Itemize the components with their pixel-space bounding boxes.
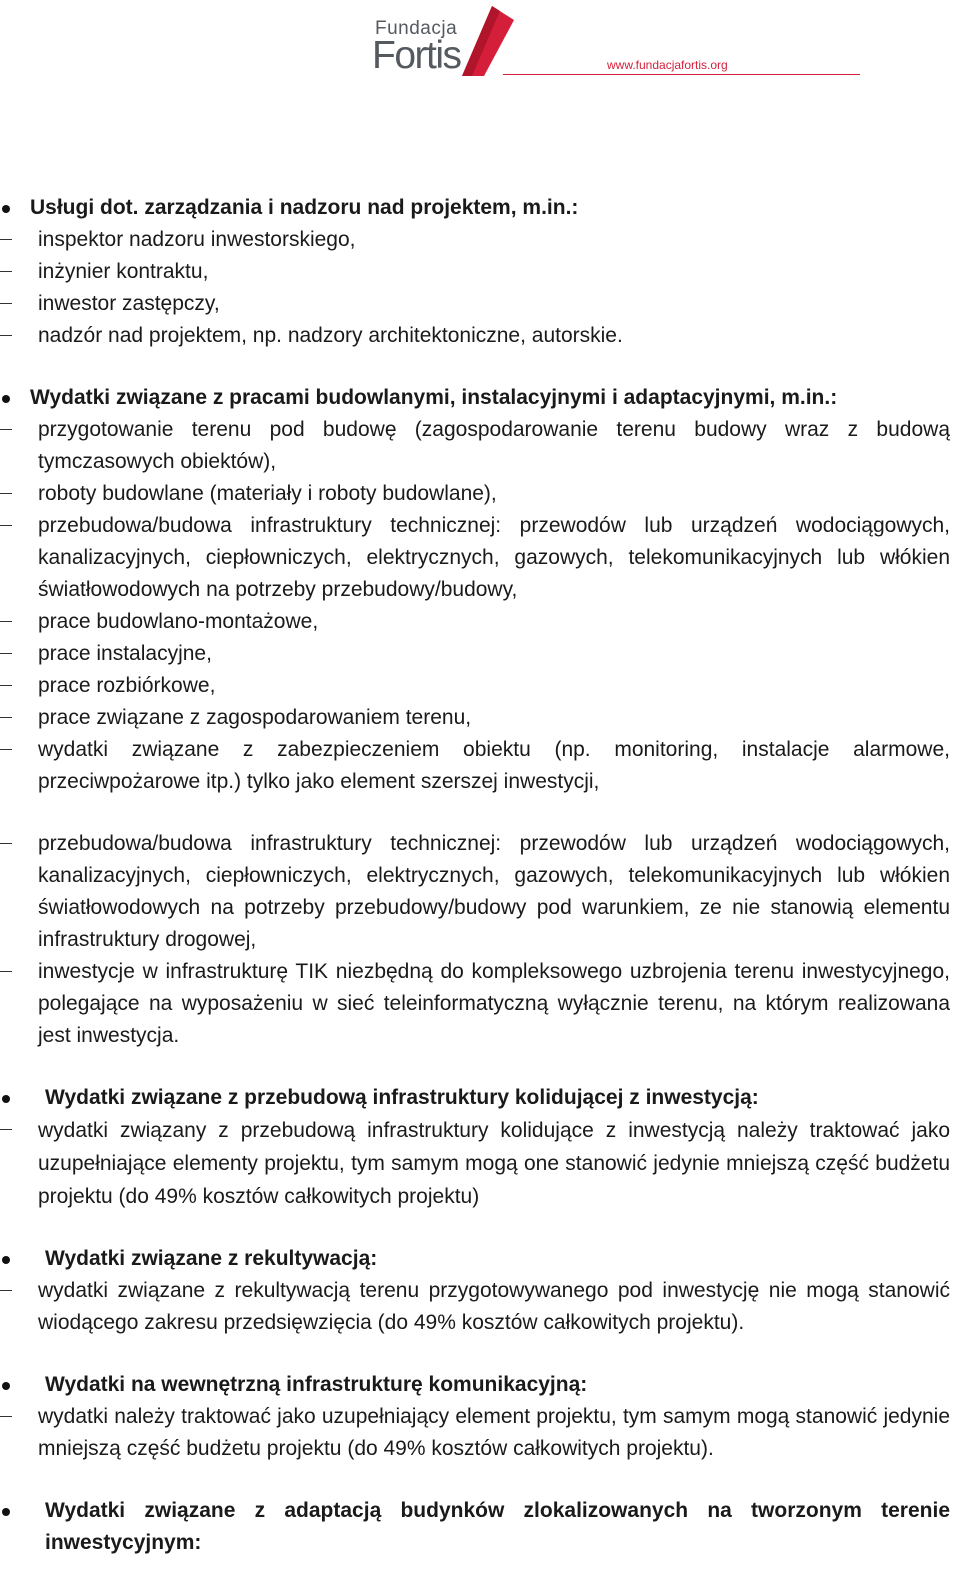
dash-icon	[0, 271, 12, 272]
list-item: prace budowlano-montażowe,	[0, 606, 960, 638]
logo-text-fundacja: Fundacja	[375, 18, 458, 39]
section-heading: Wydatki na wewnętrzną infrastrukturę komunikacyjną:	[0, 1369, 960, 1401]
document-body	[0, 192, 960, 1589]
list-item: prace instalacyjne,	[0, 638, 960, 670]
website-link[interactable]: www.fundacjafortis.org	[607, 58, 728, 72]
section-heading: Wydatki związane z przebudową infrastruktury kolidującej z inwestycją:	[0, 1082, 960, 1114]
section-heading: Wydatki związane z rekultywacją:	[0, 1243, 960, 1275]
dash-icon	[0, 429, 12, 430]
section-construction-works	[0, 382, 960, 1052]
bullet-icon	[2, 1095, 10, 1103]
list-item: wydatki związane z zabezpieczeniem obiektu (np. monitoring, instalacje alarmowe, przeciwpożarowe itp.) tylko jako element szerszej inwestycji,	[0, 734, 960, 798]
list-item: nadzór nad projektem, np. nadzory architektoniczne, autorskie.	[0, 320, 960, 352]
list-item: wydatki związane z rekultywacją terenu przygotowywanego pod inwestycję nie mogą stanowić wiodącego zakresu przedsięwzięcia (do 49% kosztów całkowitych projektu).	[0, 1275, 960, 1339]
bullet-icon	[2, 1256, 10, 1264]
dash-icon	[0, 525, 12, 526]
section-building-adaptation	[0, 1495, 960, 1559]
paragraph-gap	[0, 798, 960, 828]
section-reclamation	[0, 1243, 960, 1339]
list-item: przebudowa/budowa infrastruktury technicznej: przewodów lub urządzeń wodociągowych, kanalizacyjnych, ciepłowniczych, elektrycznych, gazowych, telekomunikacyjnych lub włókien światłowodowych na potrzeby przebudowy/budowy pod warunkiem, ze nie stanowią elementu infrastruktury drogowej,	[0, 828, 960, 956]
list-item: prace związane z zagospodarowaniem terenu,	[0, 702, 960, 734]
dash-icon	[0, 303, 12, 304]
dash-icon	[0, 1416, 12, 1417]
dash-icon	[0, 1129, 12, 1130]
list-item: inspektor nadzoru inwestorskiego,	[0, 224, 960, 256]
dash-icon	[0, 685, 12, 686]
dash-icon	[0, 717, 12, 718]
list-item: inwestor zastępczy,	[0, 288, 960, 320]
list-item: inżynier kontraktu,	[0, 256, 960, 288]
list-item: wydatki związany z przebudową infrastruktury kolidujące z inwestycją należy traktować jako uzupełniające elementy projektu, tym samym mogą one stanowić jedynie mniejszą część budżetu projektu (do 49% kosztów całkowitych projektu)	[0, 1114, 960, 1213]
bullet-icon	[2, 1382, 10, 1390]
section-internal-communication-infrastructure	[0, 1369, 960, 1465]
dash-icon	[0, 335, 12, 336]
bullet-icon	[2, 205, 10, 213]
bullet-icon	[2, 1508, 10, 1516]
dash-icon	[0, 749, 12, 750]
fundacja-fortis-logo	[372, 4, 872, 84]
dash-icon	[0, 493, 12, 494]
list-item: przebudowa/budowa infrastruktury technicznej: przewodów lub urządzeń wodociągowych, kanalizacyjnych, ciepłowniczych, elektrycznych, gazowych, telekomunikacyjnych lub włókien światłowodowych na potrzeby przebudowy/budowy,	[0, 510, 960, 606]
list-item: przygotowanie terenu pod budowę (zagospodarowanie terenu budowy wraz z budową tymczasowych obiektów),	[0, 414, 960, 478]
bullet-icon	[2, 395, 10, 403]
section-heading: Usługi dot. zarządzania i nadzoru nad projektem, m.in.:	[0, 192, 960, 224]
dash-icon	[0, 1290, 12, 1291]
section-colliding-infrastructure	[0, 1082, 960, 1213]
list-item: roboty budowlane (materiały i roboty budowlane),	[0, 478, 960, 510]
section-management-services	[0, 192, 960, 352]
dash-icon	[0, 843, 12, 844]
section-heading: Wydatki związane z adaptacją budynków zlokalizowanych na tworzonym terenie inwestycyjnym:	[0, 1495, 960, 1559]
dash-icon	[0, 239, 12, 240]
header-divider	[503, 74, 860, 75]
list-item: inwestycje w infrastrukturę TIK niezbędną do kompleksowego uzbrojenia terenu inwestycyjnego, polegające na wyposażeniu w sieć teleinformatyczną wyłącznie terenu, na którym realizowana jest inwestycja.	[0, 956, 960, 1052]
list-item: prace rozbiórkowe,	[0, 670, 960, 702]
dash-icon	[0, 621, 12, 622]
dash-icon	[0, 971, 12, 972]
dash-icon	[0, 653, 12, 654]
list-item: wydatki należy traktować jako uzupełniający element projektu, tym samym mogą stanowić jedynie mniejszą część budżetu projektu (do 49% kosztów całkowitych projektu).	[0, 1401, 960, 1465]
logo-text-fortis: Fortis	[372, 34, 461, 77]
section-heading: Wydatki związane z pracami budowlanymi, instalacyjnymi i adaptacyjnymi, m.in.:	[0, 382, 960, 414]
red-slash-mark-icon	[460, 6, 516, 76]
